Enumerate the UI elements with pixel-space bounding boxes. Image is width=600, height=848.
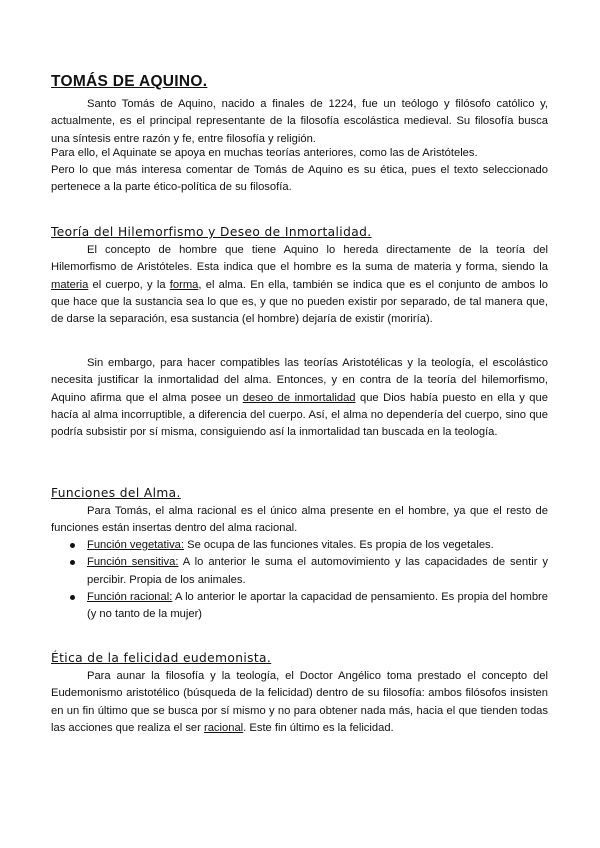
etica-paragraph-1 [51,668,548,737]
text-run: el cuerpo, y la [88,278,170,291]
underlined-term-deseo: deseo de inmortalidad [242,391,356,404]
underlined-term-forma: forma [169,278,199,291]
underlined-term-materia: materia [51,278,89,291]
intro-paragraph-1: Santo Tomás de Aquino, nacido a finales de 1224, fue un teólogo y filósofo católico y, actualmente, es el principal representante de la filosofía escolástica medieval. Su filosofía busca una síntesis entre razón y fe, entre filosofía y religión. [51,98,548,145]
list-item-label: Función vegetativa: [87,539,185,551]
list-item-label: Función racional: [87,590,173,603]
text-run: , el alma. En ella, también se indica que es el conjunto de ambos lo que hace que la sustancia sea lo que es, y que no pueden existir por separado, de tal manera que, de darse la separación, esa sustancia (el hombre) dejaría de existir (moriría). [51,278,548,326]
section-heading-etica: Ética de la felicidad eudemonista. [51,651,272,665]
list-item-text: Se ocupa de las funciones vitales. Es propia de los vegetales. [184,539,494,551]
funciones-paragraph-1: Para Tomás, el alma racional es el único alma presente en el hombre, ya que el resto de funciones están insertas dentro del alma racional. [51,505,548,535]
text-run: . Este fin último es la felicidad. [243,721,394,734]
intro-paragraph-3: Pero lo que más interesa comentar de Tomás de Aquino es su ética, pues el texto seleccionado pertenece a la parte ético-política de su filosofía. [51,164,548,194]
page-title: TOMÁS DE AQUINO. [51,73,208,90]
list-item-text: A lo anterior le aportar la capacidad de pensamiento. Es propia del hombre (y no tanto de la mujer) [87,590,548,621]
section-heading-hilemorfismo: Teoría del Hilemorfismo y Deseo de Inmortalidad. [51,225,372,239]
text-run: Sin embargo, para hacer compatibles las teorías Aristotélicas y la teología, el escolástico necesita justificar la inmortalidad del alma. Entonces, y en contra de la teoría del hilemorfismo, Aquino afirma que el alma posee un [51,357,548,404]
list-item [51,589,548,624]
list-item [51,537,548,554]
list-item-label: Función sensitiva: [87,556,179,569]
underlined-term-racional: racional [203,721,244,734]
hilemorfismo-paragraph-1 [51,242,548,328]
list-item [51,554,548,589]
section-heading-funciones: Funciones del Alma. [51,486,181,500]
bullet-icon [70,560,75,565]
text-run: Para aunar la filosofía y la teología, el Doctor Angélico toma prestado el concepto del Eudemonismo aristotélico (búsqueda de la felicidad) dentro de su filosofía: ambos filósofos insisten en un fin último que se busca por sí mismo y no para obtener nada más, hacia el que tienden todas las acciones que realiza el ser [51,670,548,734]
list-item-text: A lo anterior le suma el automovimiento y las capacidades de sentir y percibir. Propia de los animales. [87,556,548,586]
intro-paragraph-2: Para ello, el Aquinate se apoya en muchas teorías anteriores, como las de Aristóteles. [51,147,478,159]
bullet-icon [70,543,75,548]
text-run: que Dios había puesto en ella y que hacía al alma incorruptible, a diferencia del cuerpo. Así, el alma no dependería del cuerpo, sino que podría subsistir por sí misma, consiguiendo así la inmortalidad tan buscada en la teología. [51,391,548,439]
bullet-icon [70,595,75,600]
funciones-list [51,537,548,623]
hilemorfismo-paragraph-2 [51,355,548,441]
text-run: El concepto de hombre que tiene Aquino lo hereda directamente de la teoría del Hilemorfismo de Aristóteles. Esta indica que el hombre es la suma de materia y forma, siendo la [51,244,548,274]
